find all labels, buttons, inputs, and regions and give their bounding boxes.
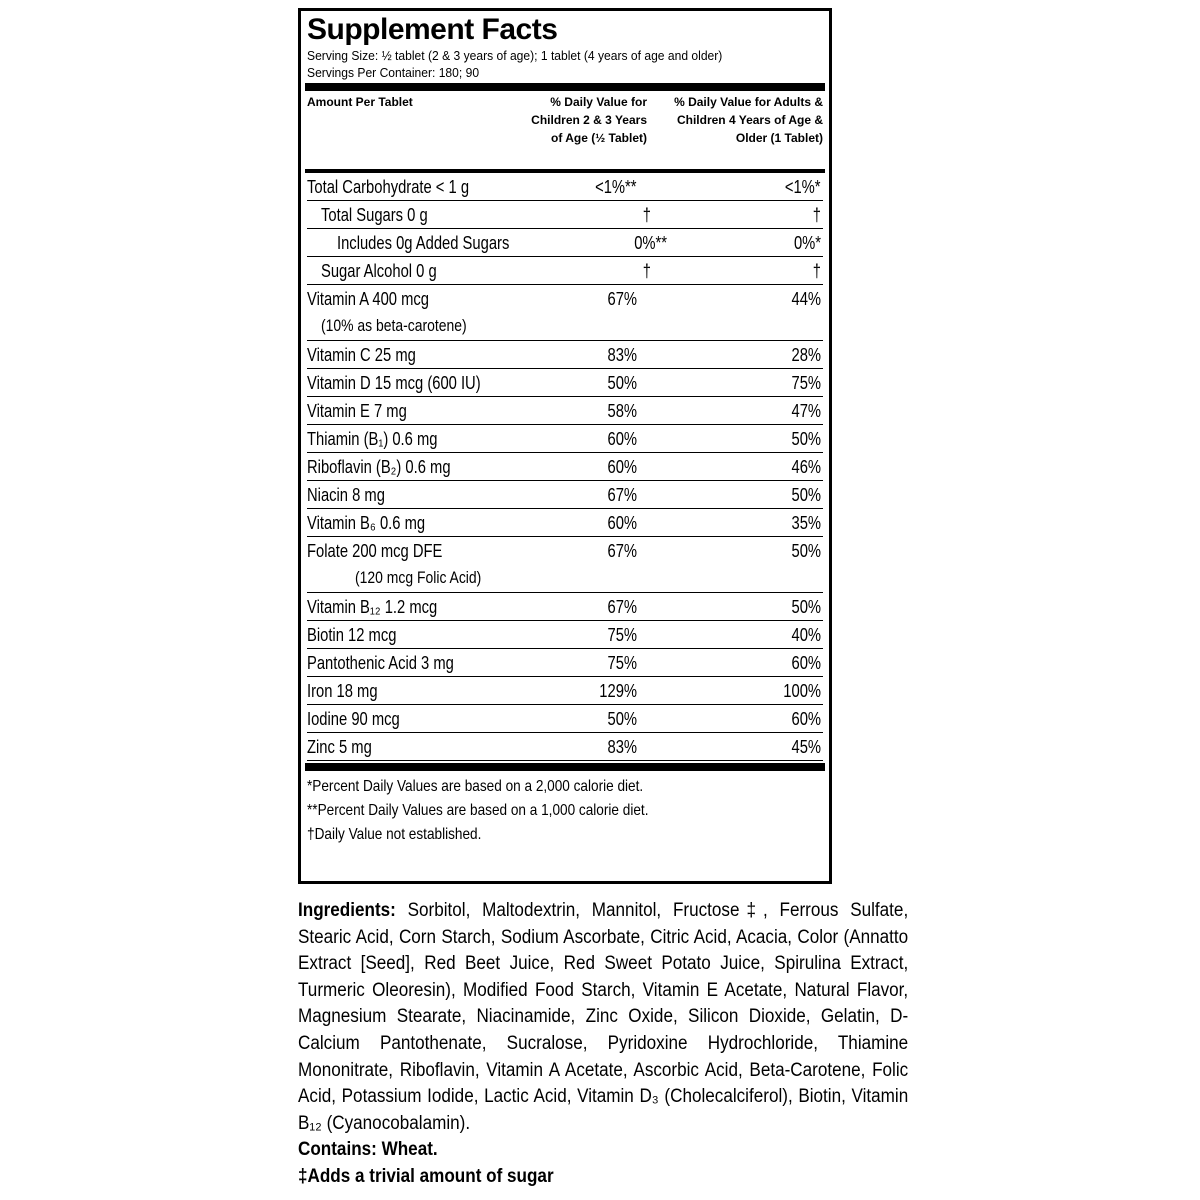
nutrient-subtext: (120 mcg Folic Acid) [355, 568, 482, 587]
dv-adults: 75% [791, 373, 821, 393]
dv-adults: 50% [791, 541, 821, 561]
dv-adults: <1%* [785, 177, 821, 197]
dv-children: 60% [607, 457, 637, 477]
nutrient-row [307, 453, 823, 481]
nutrient-name: Includes 0g Added Sugars [337, 233, 510, 253]
nutrient-row [307, 201, 823, 229]
footnote: **Percent Daily Values are based on a 1,000 calorie diet. [307, 802, 649, 819]
footnotes [307, 775, 823, 847]
nutrient-name: Zinc 5 mg [307, 737, 372, 757]
nutrient-row [307, 733, 823, 761]
nutrient-row [307, 677, 823, 705]
dv-adults: 60% [791, 653, 821, 673]
ingredients-label: Ingredients: [298, 900, 396, 921]
dv-children: 129% [599, 681, 637, 701]
table-header [307, 93, 823, 169]
dv-adults: † [812, 261, 821, 281]
supplement-facts-panel [298, 8, 832, 884]
dv-children: 58% [607, 401, 637, 421]
nutrient-name: Pantothenic Acid 3 mg [307, 653, 454, 673]
dv-adults: † [812, 205, 821, 225]
thick-divider-bottom [305, 763, 825, 771]
dv-children: 67% [607, 485, 637, 505]
nutrient-name: Thiamin (B₁) 0.6 mg [307, 429, 438, 449]
nutrient-name: Vitamin A 400 mcg (10% as beta-carotene) [307, 285, 535, 339]
nutrient-row [307, 285, 823, 341]
nutrient-name: Vitamin D 15 mcg (600 IU) [307, 373, 481, 393]
nutrient-row [307, 593, 823, 621]
footnote: †Daily Value not established. [307, 826, 482, 843]
dv-adults: 100% [783, 681, 821, 701]
dv-children: 50% [607, 373, 637, 393]
nutrient-name: Biotin 12 mcg [307, 625, 397, 645]
dv-adults: 46% [791, 457, 821, 477]
allergen-statement: Contains: Wheat. [298, 1139, 438, 1161]
nutrient-table [307, 173, 823, 761]
nutrient-row [307, 257, 823, 285]
nutrient-name: Folate 200 mcg DFE (120 mcg Folic Acid) [307, 537, 535, 591]
nutrient-row [307, 173, 823, 201]
nutrient-name: Vitamin C 25 mg [307, 345, 416, 365]
nutrient-subtext: (10% as beta-carotene) [321, 316, 467, 335]
nutrient-name: Vitamin B₁₂ 1.2 mcg [307, 597, 438, 617]
dv-children: † [642, 205, 651, 225]
dv-adults: 50% [791, 429, 821, 449]
nutrient-name: Sugar Alcohol 0 g [321, 261, 437, 281]
dv-children: 83% [607, 737, 637, 757]
serving-size: Serving Size: ½ tablet (2 & 3 years of age); 1 tablet (4 years of age and older) [307, 48, 723, 63]
dv-children: 67% [607, 597, 637, 617]
dv-children: † [642, 261, 651, 281]
dv-adults: 0%* [793, 233, 821, 253]
panel-title: Supplement Facts [307, 13, 558, 46]
header-amount: Amount Per Tablet [307, 95, 413, 109]
dv-children: 67% [607, 289, 637, 309]
ingredients-list: Sorbitol, Maltodextrin, Mannitol, Fructose‡, Ferrous Sulfate, Stearic Acid, Corn Starch, Sodium Ascorbate, Citric Acid, Acacia, Color (Annatto Extract [Seed], Red Beet Juice, Red Sweet Potato Juice, Spirulina Extract, Turmeric Oleoresin), Modified Food Starch, Vitamin E Acetate, Natural Flavor, Magnesium Stearate, Niacinamide, Zinc Oxide, Silicon Dioxide, Gelatin, D-Calcium Pantothenate, Sucralose, Pyridoxine Hydrochloride, Thiamine Mononitrate, Riboflavin, Vitamin A Acetate, Ascorbic Acid, Beta-Carotene, Folic Acid, Potassium Iodide, Lactic Acid, Vitamin D₃ (Cholecalciferol), Biotin, Vitamin B₁₂ (Cyanocobalamin). [298, 900, 909, 1134]
footnote: *Percent Daily Values are based on a 2,000 calorie diet. [307, 778, 644, 795]
dv-adults: 35% [791, 513, 821, 533]
nutrient-row [307, 705, 823, 733]
dv-children: <1%** [595, 177, 637, 197]
dv-children: 0%** [634, 233, 667, 253]
nutrient-row [307, 537, 823, 593]
servings-per-container: Servings Per Container: 180; 90 [307, 65, 480, 80]
nutrient-row [307, 229, 823, 257]
nutrient-row [307, 369, 823, 397]
dv-adults: 28% [791, 345, 821, 365]
dv-children: 60% [607, 513, 637, 533]
nutrient-name: Iodine 90 mcg [307, 709, 400, 729]
header-dv-adults: % Daily Value for Adults & Children 4 Years of Age & Older (1 Tablet) [674, 95, 823, 145]
nutrient-row [307, 425, 823, 453]
nutrient-row [307, 481, 823, 509]
nutrient-row [307, 621, 823, 649]
nutrient-name: Total Sugars 0 g [321, 205, 428, 225]
dv-adults: 44% [791, 289, 821, 309]
nutrient-name: Niacin 8 mg [307, 485, 385, 505]
dv-children: 75% [607, 653, 637, 673]
dv-adults: 50% [791, 597, 821, 617]
dv-adults: 50% [791, 485, 821, 505]
dv-adults: 40% [791, 625, 821, 645]
dv-children: 75% [607, 625, 637, 645]
nutrient-name: Vitamin E 7 mg [307, 401, 407, 421]
dv-children: 60% [607, 429, 637, 449]
nutrient-row [307, 397, 823, 425]
nutrient-name: Total Carbohydrate < 1 g [307, 177, 470, 197]
thick-divider [305, 83, 825, 91]
nutrient-row [307, 509, 823, 537]
sugar-note: ‡Adds a trivial amount of sugar [298, 1165, 554, 1187]
dv-children: 67% [607, 541, 637, 561]
nutrient-name: Iron 18 mg [307, 681, 378, 701]
dv-children: 83% [607, 345, 637, 365]
dv-adults: 45% [791, 737, 821, 757]
nutrient-name: Riboflavin (B₂) 0.6 mg [307, 457, 451, 477]
dv-children: 50% [607, 709, 637, 729]
nutrient-row [307, 341, 823, 369]
nutrient-name: Vitamin B₆ 0.6 mg [307, 513, 426, 533]
nutrient-row [307, 649, 823, 677]
dv-adults: 47% [791, 401, 821, 421]
header-dv-children: % Daily Value for Children 2 & 3 Years of Age (½ Tablet) [531, 95, 647, 145]
ingredients-block [298, 898, 908, 1191]
dv-adults: 60% [791, 709, 821, 729]
